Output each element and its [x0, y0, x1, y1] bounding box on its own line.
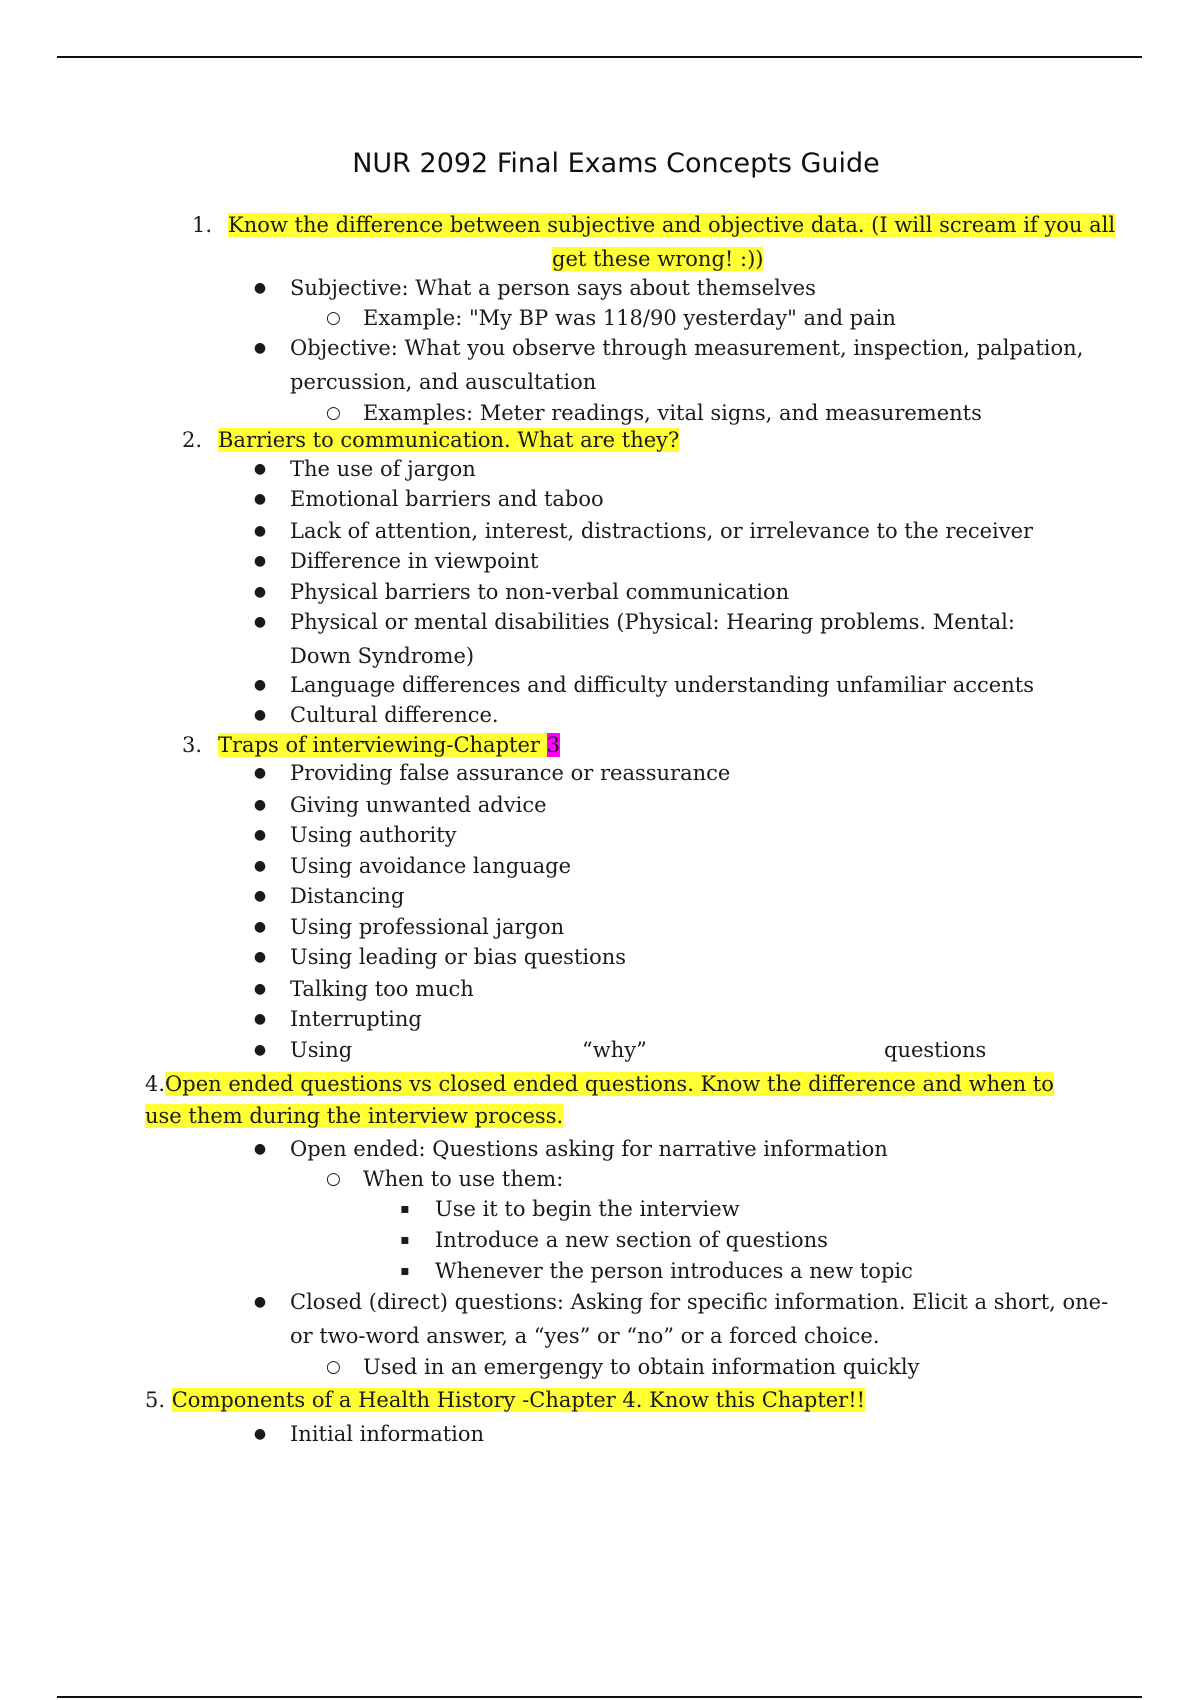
q3-last-word-using: Using: [290, 1038, 353, 1062]
bullet-icon: ●: [253, 553, 267, 569]
q2-item: Difference in viewpoint: [290, 549, 539, 573]
q2-item: Lack of attention, interest, distractions, or irrelevance to the receiver: [290, 519, 1034, 543]
bullet-icon: ●: [253, 461, 267, 477]
q3-item: Talking too much: [290, 977, 474, 1001]
bullet-icon: ●: [253, 1042, 267, 1058]
square-bullet-icon: ▪: [400, 1232, 410, 1248]
bullet-icon: ●: [253, 1294, 267, 1310]
bullet-icon: ●: [253, 765, 267, 781]
q4-heading-line1: 4.Open ended questions vs closed ended questions. Know the difference and when to: [145, 1072, 1054, 1096]
q2-number: 2.: [182, 428, 203, 452]
q4-open: Open ended: Questions asking for narrative information: [290, 1137, 888, 1161]
q4-when-item: Whenever the person introduces a new topic: [435, 1259, 913, 1283]
q1-objective-line2: percussion, and auscultation: [290, 370, 597, 394]
circle-bullet-icon: ○: [326, 403, 341, 423]
bullet-icon: ●: [253, 1011, 267, 1027]
bullet-icon: ●: [253, 614, 267, 630]
square-bullet-icon: ▪: [400, 1263, 410, 1279]
q2-item: Emotional barriers and taboo: [290, 487, 604, 511]
q1-subjective: Subjective: What a person says about themselves: [290, 276, 816, 300]
bullet-icon: ●: [253, 1426, 267, 1442]
q2-item-continuation: Down Syndrome): [290, 644, 475, 668]
q4-when-item: Introduce a new section of questions: [435, 1228, 828, 1252]
q3-heading: Traps of interviewing-Chapter 3: [218, 733, 560, 757]
top-rule: [57, 56, 1142, 58]
chapter-number-highlight: 3: [546, 733, 560, 757]
q1-heading-line2: get these wrong! :)): [552, 247, 764, 271]
bullet-icon: ●: [253, 949, 267, 965]
q1-heading-line1: Know the difference between subjective and objective data. (I will scream if you all: [228, 213, 1116, 237]
page-title: NUR 2092 Final Exams Concepts Guide: [352, 148, 880, 179]
circle-bullet-icon: ○: [326, 1169, 341, 1189]
bullet-icon: ●: [253, 523, 267, 539]
q4-when-item: Use it to begin the interview: [435, 1197, 740, 1221]
bullet-icon: ●: [253, 858, 267, 874]
q2-heading: Barriers to communication. What are they?: [218, 428, 680, 452]
circle-bullet-icon: ○: [326, 1357, 341, 1377]
square-bullet-icon: ▪: [400, 1201, 410, 1217]
q4-closed-line1: Closed (direct) questions: Asking for specific information. Elicit a short, one-: [290, 1290, 1109, 1314]
q4-closed-sub: Used in an emergengy to obtain information quickly: [363, 1355, 920, 1379]
q3-item: Using authority: [290, 823, 457, 847]
circle-bullet-icon: ○: [326, 308, 341, 328]
bullet-icon: ●: [253, 919, 267, 935]
q3-item: Using leading or bias questions: [290, 945, 627, 969]
q2-item: Physical or mental disabilities (Physical: Hearing problems. Mental:: [290, 610, 1015, 634]
q5-number: 5.: [145, 1388, 166, 1412]
q3-last-word-questions: questions: [884, 1038, 987, 1062]
q2-item: Cultural difference.: [290, 703, 499, 727]
q3-item: Providing false assurance or reassurance: [290, 761, 731, 785]
q4-when: When to use them:: [363, 1167, 564, 1191]
bullet-icon: ●: [253, 827, 267, 843]
q3-item: Using avoidance language: [290, 854, 572, 878]
q2-item: Language differences and difficulty understanding unfamiliar accents: [290, 673, 1034, 697]
q4-number: 4.: [145, 1072, 166, 1096]
q2-item: Physical barriers to non-verbal communication: [290, 580, 790, 604]
q3-number: 3.: [182, 733, 203, 757]
bullet-icon: ●: [253, 280, 267, 296]
q5-item: Initial information: [290, 1422, 485, 1446]
q3-item: Interrupting: [290, 1007, 422, 1031]
bullet-icon: ●: [253, 797, 267, 813]
q3-item: Distancing: [290, 884, 405, 908]
q3-item: Using professional jargon: [290, 915, 565, 939]
q1-number: 1.: [192, 213, 213, 237]
bullet-icon: ●: [253, 340, 267, 356]
q4-closed-line2: or two-word answer, a “yes” or “no” or a forced choice.: [290, 1324, 880, 1348]
q3-item: Giving unwanted advice: [290, 793, 547, 817]
bullet-icon: ●: [253, 707, 267, 723]
q1-objective-example: Examples: Meter readings, vital signs, and measurements: [363, 401, 982, 425]
q1-objective-line1: Objective: What you observe through measurement, inspection, palpation,: [290, 336, 1084, 360]
bullet-icon: ●: [253, 491, 267, 507]
bullet-icon: ●: [253, 1141, 267, 1157]
bullet-icon: ●: [253, 888, 267, 904]
q4-heading-line2: use them during the interview process.: [145, 1104, 564, 1128]
q2-item: The use of jargon: [290, 457, 476, 481]
q3-last-word-why: “why”: [582, 1038, 647, 1062]
q1-subjective-example: Example: "My BP was 118/90 yesterday" and pain: [363, 306, 896, 330]
bullet-icon: ●: [253, 981, 267, 997]
q5-heading: 5. Components of a Health History -Chapter 4. Know this Chapter!!: [145, 1388, 866, 1412]
bullet-icon: ●: [253, 584, 267, 600]
bottom-rule: [57, 1696, 1142, 1698]
bullet-icon: ●: [253, 677, 267, 693]
